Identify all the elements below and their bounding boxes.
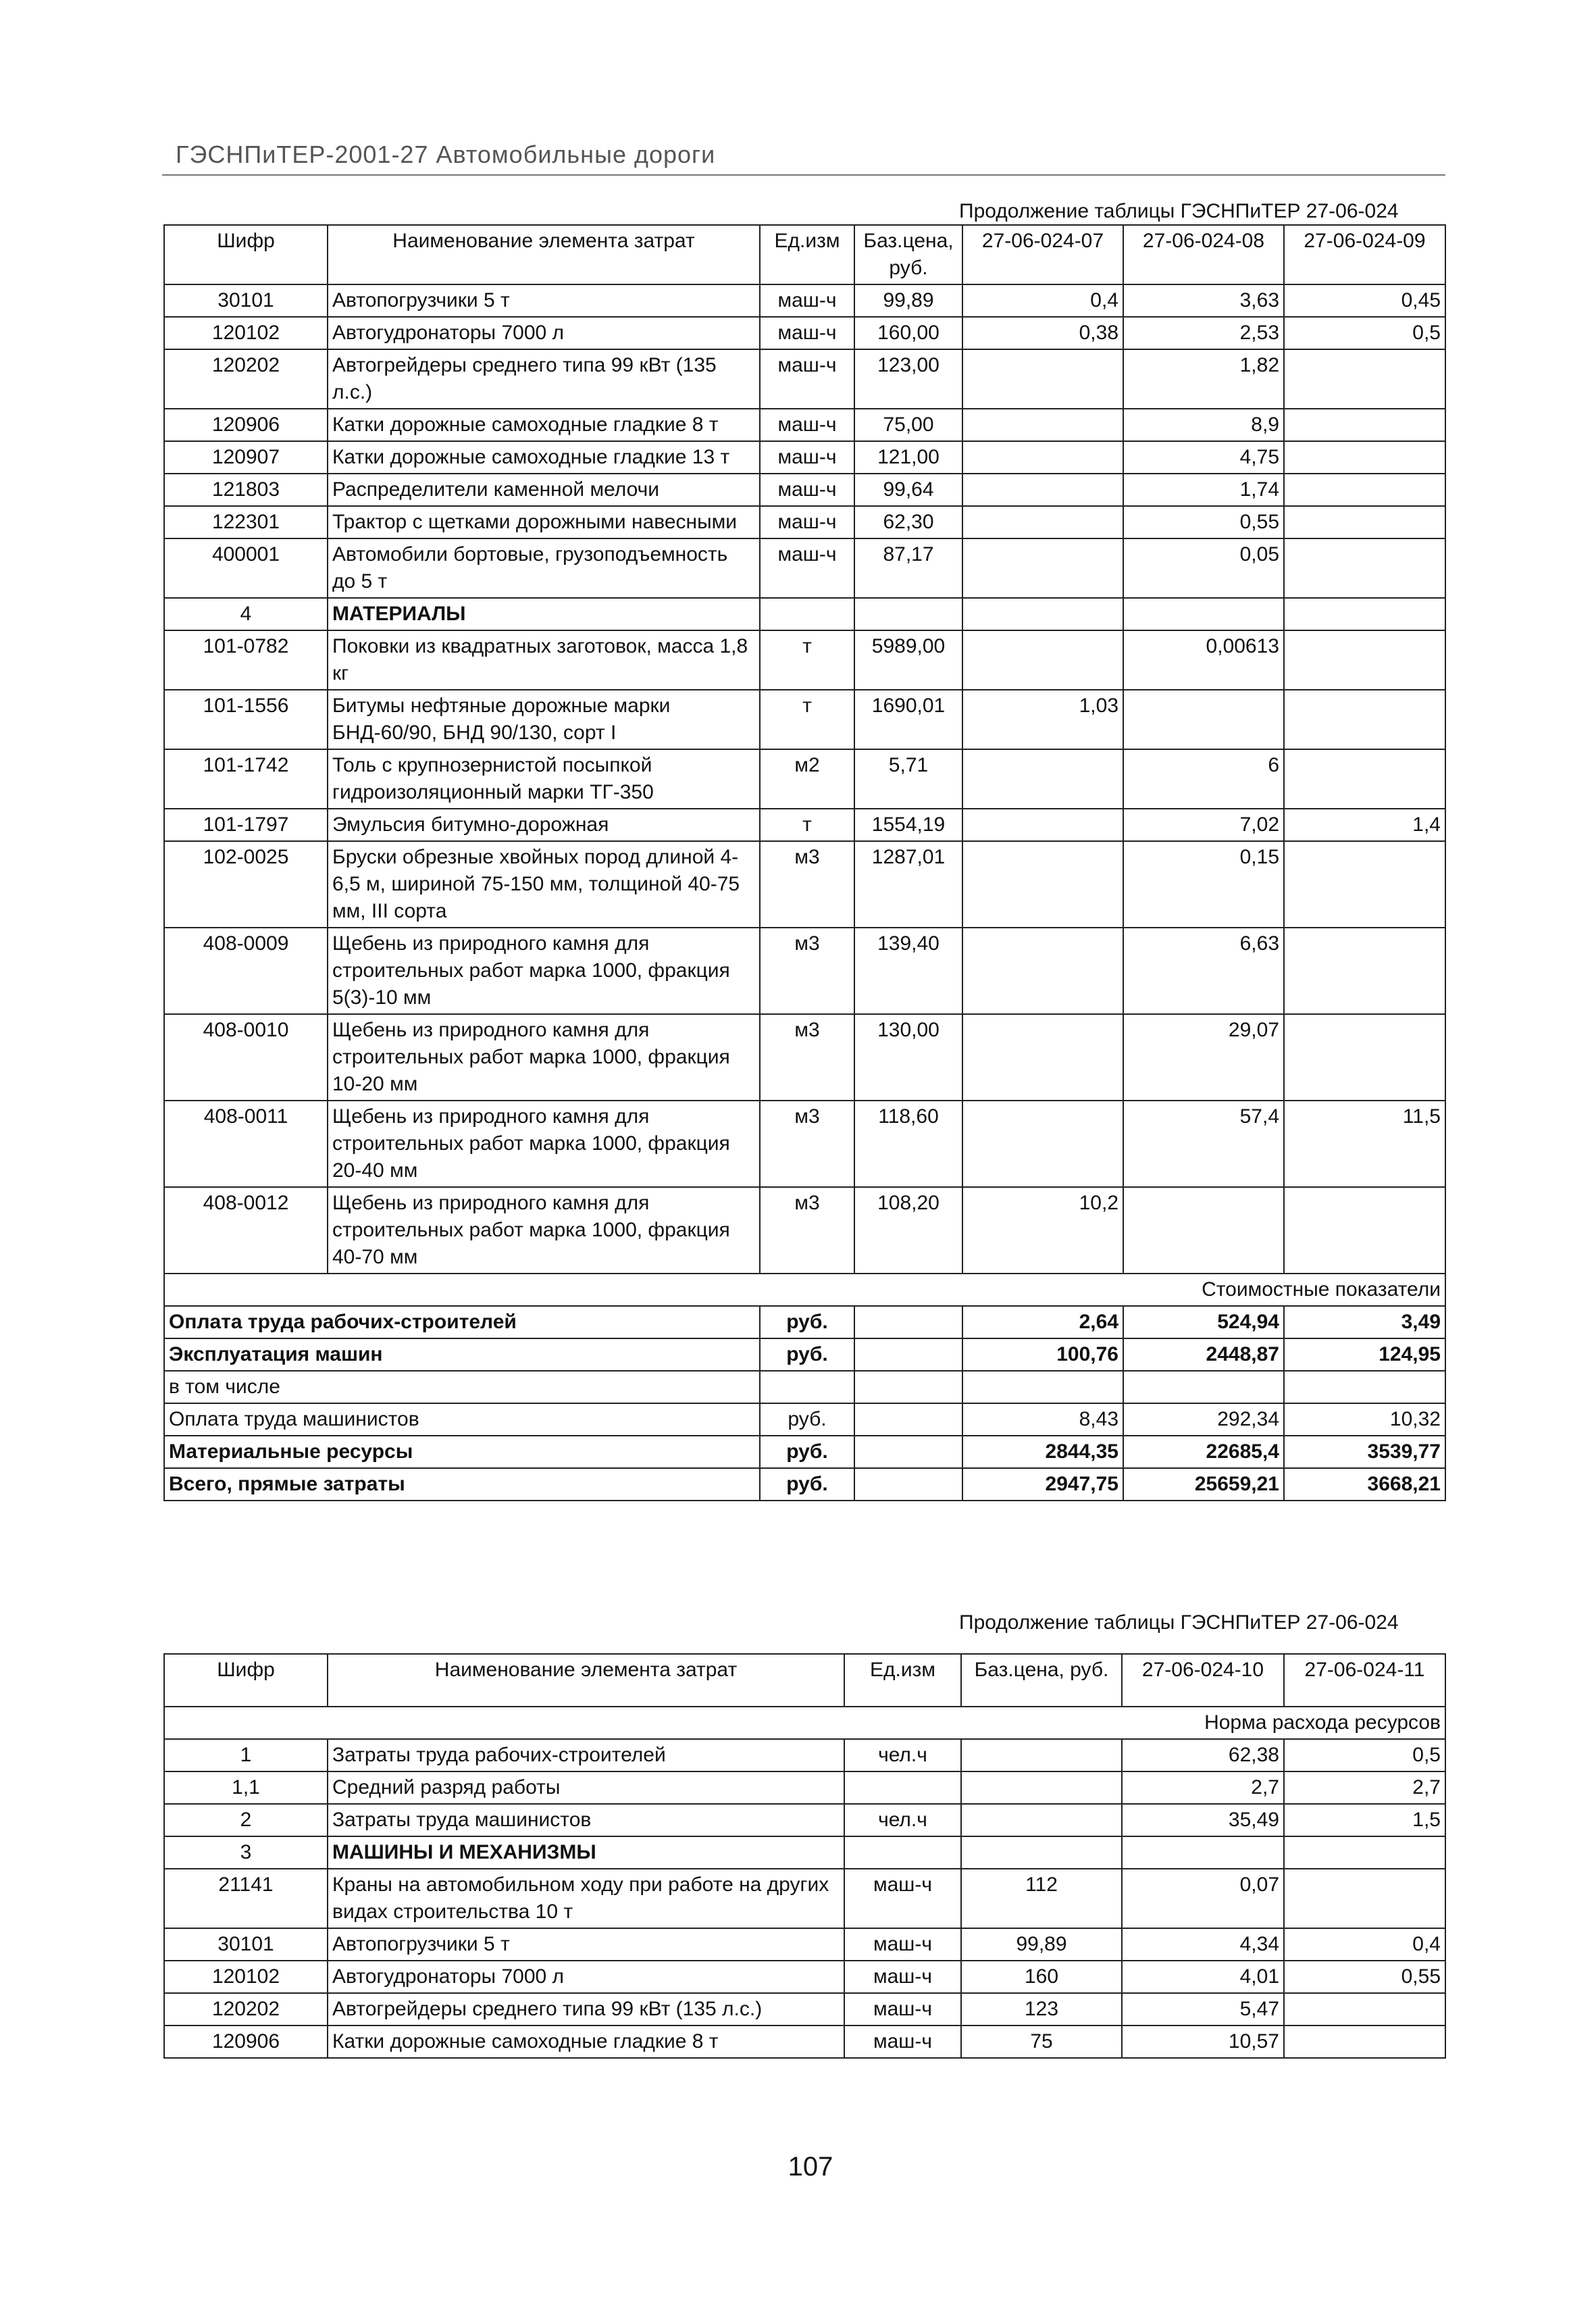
column-header: 27-06-024-11 — [1284, 1654, 1445, 1707]
unit-cell: маш-ч — [760, 474, 854, 506]
table-row — [164, 1187, 1445, 1274]
value-cell: 10,57 — [1122, 2026, 1284, 2058]
column-header: Баз.цена, руб. — [854, 225, 962, 284]
summary-label: Эксплуатация машин — [164, 1338, 760, 1371]
value-cell: 0,07 — [1122, 1869, 1284, 1928]
unit-cell: м3 — [760, 1187, 854, 1274]
running-header: ГЭСНПиТЕР-2001-27 Автомобильные дороги — [176, 141, 716, 168]
summary-label: Материальные ресурсы — [164, 1436, 760, 1468]
name-cell: Автопогрузчики 5 т — [328, 1928, 844, 1961]
value-cell: 3668,21 — [1284, 1468, 1445, 1501]
value-cell: 2448,87 — [1123, 1338, 1284, 1371]
name-cell: Автопогрузчики 5 т — [328, 284, 760, 317]
name-cell: Средний разряд работы — [328, 1771, 844, 1804]
summary-label: Всего, прямые затраты — [164, 1468, 760, 1501]
summary-row — [164, 1436, 1445, 1468]
name-cell: Автогудронаторы 7000 л — [328, 1961, 844, 1993]
name-cell: Щебень из природного камня для строительных работ марка 1000, фракция 40-70 мм — [328, 1187, 760, 1274]
code-cell: 120202 — [164, 1993, 328, 2026]
value-cell — [1284, 1869, 1445, 1928]
unit-cell — [844, 1836, 961, 1869]
code-cell: 120202 — [164, 349, 328, 409]
code-cell: 1,1 — [164, 1771, 328, 1804]
code-cell: 21141 — [164, 1869, 328, 1928]
summary-row — [164, 1468, 1445, 1501]
unit-cell: м3 — [760, 1101, 854, 1187]
price-cell: 121,00 — [854, 441, 962, 474]
name-cell: Автогрейдеры среднего типа 99 кВт (135 л.с.) — [328, 1993, 844, 2026]
code-cell: 101-1556 — [164, 690, 328, 749]
name-cell: Катки дорожные самоходные гладкие 8 т — [328, 2026, 844, 2058]
name-cell: Автомобили бортовые, грузоподъемность до 5 т — [328, 538, 760, 598]
unit-cell: т — [760, 809, 854, 841]
value-cell — [962, 630, 1123, 690]
unit-cell — [760, 1371, 854, 1403]
table-row — [164, 630, 1445, 690]
value-cell — [1284, 841, 1445, 928]
value-cell: 0,4 — [1284, 1928, 1445, 1961]
value-cell: 2844,35 — [962, 1436, 1123, 1468]
header-row — [164, 225, 1445, 284]
value-cell — [1284, 1371, 1445, 1403]
value-cell — [962, 1014, 1123, 1101]
value-cell — [1284, 1014, 1445, 1101]
resource-table-1 — [163, 224, 1446, 1501]
summary-label: Оплата труда машинистов — [164, 1403, 760, 1436]
subheader-row — [164, 1707, 1445, 1739]
value-cell: 2,53 — [1123, 317, 1284, 349]
value-cell: 29,07 — [1123, 1014, 1284, 1101]
name-cell: Катки дорожные самоходные гладкие 13 т — [328, 441, 760, 474]
value-cell: 7,02 — [1123, 809, 1284, 841]
value-cell — [962, 506, 1123, 538]
table-row — [164, 1739, 1445, 1771]
value-cell: 1,5 — [1284, 1804, 1445, 1836]
value-cell — [1284, 749, 1445, 809]
price-cell: 112 — [961, 1869, 1122, 1928]
name-cell: Распределители каменной мелочи — [328, 474, 760, 506]
code-cell: 121803 — [164, 474, 328, 506]
code-cell: 120906 — [164, 409, 328, 441]
code-cell: 30101 — [164, 284, 328, 317]
value-cell: 3,49 — [1284, 1306, 1445, 1338]
value-cell: 0,00613 — [1123, 630, 1284, 690]
name-cell: Краны на автомобильном ходу при работе на других видах строительства 10 т — [328, 1869, 844, 1928]
name-cell: Щебень из природного камня для строительных работ марка 1000, фракция 10-20 мм — [328, 1014, 760, 1101]
price-cell: 99,89 — [854, 284, 962, 317]
table-row — [164, 538, 1445, 598]
name-cell: Поковки из квадратных заготовок, масса 1,8 кг — [328, 630, 760, 690]
table-row — [164, 690, 1445, 749]
value-cell: 10,2 — [962, 1187, 1123, 1274]
value-cell: 3539,77 — [1284, 1436, 1445, 1468]
table-row — [164, 928, 1445, 1014]
table-row — [164, 317, 1445, 349]
code-cell: 400001 — [164, 538, 328, 598]
value-cell — [962, 349, 1123, 409]
column-header: Шифр — [164, 1654, 328, 1707]
value-cell: 8,43 — [962, 1403, 1123, 1436]
column-header: 27-06-024-09 — [1284, 225, 1445, 284]
value-cell: 1,82 — [1123, 349, 1284, 409]
value-cell — [1284, 1836, 1445, 1869]
name-cell: Эмульсия битумно-дорожная — [328, 809, 760, 841]
value-cell — [962, 474, 1123, 506]
table-row — [164, 841, 1445, 928]
price-cell: 130,00 — [854, 1014, 962, 1101]
value-cell: 2,64 — [962, 1306, 1123, 1338]
price-cell — [961, 1804, 1122, 1836]
unit-cell — [844, 1771, 961, 1804]
unit-cell: маш-ч — [760, 538, 854, 598]
price-cell: 160,00 — [854, 317, 962, 349]
value-cell — [1284, 630, 1445, 690]
unit-cell: чел.ч — [844, 1804, 961, 1836]
price-cell: 75 — [961, 2026, 1122, 2058]
cost-indicators-label: Стоимостные показатели — [164, 1274, 1445, 1306]
name-cell: Затраты труда рабочих-строителей — [328, 1739, 844, 1771]
unit-cell: м3 — [760, 928, 854, 1014]
value-cell: 2,7 — [1284, 1771, 1445, 1804]
unit-cell: м3 — [760, 1014, 854, 1101]
code-cell: 102-0025 — [164, 841, 328, 928]
column-header: Наименование элемента затрат — [328, 225, 760, 284]
value-cell — [962, 1371, 1123, 1403]
value-cell — [962, 809, 1123, 841]
value-cell: 1,03 — [962, 690, 1123, 749]
column-header: 27-06-024-08 — [1123, 225, 1284, 284]
code-cell: 3 — [164, 1836, 328, 1869]
empty-cell — [854, 1468, 962, 1501]
resource-table-2 — [163, 1653, 1446, 2059]
unit-cell: маш-ч — [760, 409, 854, 441]
price-cell: 123,00 — [854, 349, 962, 409]
unit-cell: маш-ч — [844, 1928, 961, 1961]
code-cell: 408-0011 — [164, 1101, 328, 1187]
value-cell — [962, 538, 1123, 598]
value-cell — [1284, 1187, 1445, 1274]
column-header: 27-06-024-10 — [1122, 1654, 1284, 1707]
name-cell: МАТЕРИАЛЫ — [328, 598, 760, 630]
table-row — [164, 506, 1445, 538]
value-cell: 124,95 — [1284, 1338, 1445, 1371]
price-cell: 5989,00 — [854, 630, 962, 690]
price-cell — [961, 1739, 1122, 1771]
name-cell: Затраты труда машинистов — [328, 1804, 844, 1836]
price-cell: 118,60 — [854, 1101, 962, 1187]
value-cell: 0,4 — [962, 284, 1123, 317]
column-header: 27-06-024-07 — [962, 225, 1123, 284]
price-cell: 99,64 — [854, 474, 962, 506]
value-cell: 4,34 — [1122, 1928, 1284, 1961]
section-row — [164, 1836, 1445, 1869]
unit-cell: маш-ч — [844, 1869, 961, 1928]
table-row — [164, 1869, 1445, 1928]
value-cell: 0,55 — [1284, 1961, 1445, 1993]
code-cell: 120907 — [164, 441, 328, 474]
name-cell: Щебень из природного камня для строительных работ марка 1000, фракция 5(3)-10 мм — [328, 928, 760, 1014]
price-cell — [961, 1836, 1122, 1869]
value-cell: 4,75 — [1123, 441, 1284, 474]
value-cell — [962, 749, 1123, 809]
subheader-row — [164, 1274, 1445, 1306]
summary-row — [164, 1403, 1445, 1436]
table-row — [164, 1771, 1445, 1804]
header-rule — [162, 174, 1445, 176]
value-cell: 1,4 — [1284, 809, 1445, 841]
value-cell: 6 — [1123, 749, 1284, 809]
value-cell — [1123, 598, 1284, 630]
table-row — [164, 441, 1445, 474]
table-row — [164, 284, 1445, 317]
value-cell: 0,5 — [1284, 1739, 1445, 1771]
table-row — [164, 2026, 1445, 2058]
value-cell: 3,63 — [1123, 284, 1284, 317]
summary-label: Оплата труда рабочих-строителей — [164, 1306, 760, 1338]
table-row — [164, 1804, 1445, 1836]
empty-cell — [854, 1371, 962, 1403]
code-cell: 2 — [164, 1804, 328, 1836]
empty-cell — [854, 1306, 962, 1338]
unit-cell: чел.ч — [844, 1739, 961, 1771]
value-cell: 0,55 — [1123, 506, 1284, 538]
page-number: 107 — [788, 2152, 833, 2182]
price-cell: 62,30 — [854, 506, 962, 538]
code-cell: 120102 — [164, 317, 328, 349]
table-row — [164, 1993, 1445, 2026]
table-row — [164, 1101, 1445, 1187]
name-cell: Катки дорожные самоходные гладкие 8 т — [328, 409, 760, 441]
unit-cell: маш-ч — [844, 2026, 961, 2058]
unit-cell — [760, 598, 854, 630]
unit-cell: руб. — [760, 1468, 854, 1501]
value-cell: 25659,21 — [1123, 1468, 1284, 1501]
value-cell — [962, 1101, 1123, 1187]
value-cell — [1284, 441, 1445, 474]
section-row — [164, 598, 1445, 630]
value-cell — [962, 841, 1123, 928]
price-cell: 75,00 — [854, 409, 962, 441]
code-cell: 408-0010 — [164, 1014, 328, 1101]
code-cell: 120102 — [164, 1961, 328, 1993]
code-cell: 101-0782 — [164, 630, 328, 690]
column-header: Баз.цена, руб. — [961, 1654, 1122, 1707]
unit-cell: маш-ч — [844, 1961, 961, 1993]
empty-cell — [854, 1338, 962, 1371]
value-cell — [1122, 1836, 1284, 1869]
value-cell: 6,63 — [1123, 928, 1284, 1014]
table1-caption: Продолжение таблицы ГЭСНПиТЕР 27-06-024 — [959, 200, 1399, 222]
value-cell: 524,94 — [1123, 1306, 1284, 1338]
unit-cell: маш-ч — [844, 1993, 961, 2026]
value-cell: 2,7 — [1122, 1771, 1284, 1804]
value-cell: 0,05 — [1123, 538, 1284, 598]
unit-cell: маш-ч — [760, 317, 854, 349]
price-cell: 160 — [961, 1961, 1122, 1993]
value-cell — [962, 928, 1123, 1014]
code-cell: 408-0009 — [164, 928, 328, 1014]
value-cell: 4,01 — [1122, 1961, 1284, 1993]
value-cell — [1123, 690, 1284, 749]
code-cell: 1 — [164, 1739, 328, 1771]
name-cell: Битумы нефтяные дорожные марки БНД-60/90, БНД 90/130, сорт I — [328, 690, 760, 749]
empty-cell — [854, 1436, 962, 1468]
name-cell: Бруски обрезные хвойных пород длиной 4-6,5 м, шириной 75-150 мм, толщиной 40-75 мм, III сорта — [328, 841, 760, 928]
value-cell: 8,9 — [1123, 409, 1284, 441]
unit-cell: м2 — [760, 749, 854, 809]
unit-cell: руб. — [760, 1306, 854, 1338]
value-cell: 22685,4 — [1123, 1436, 1284, 1468]
value-cell — [1284, 538, 1445, 598]
unit-cell: маш-ч — [760, 349, 854, 409]
price-cell: 87,17 — [854, 538, 962, 598]
price-cell — [961, 1771, 1122, 1804]
table-row — [164, 809, 1445, 841]
resource-norm-label: Норма расхода ресурсов — [164, 1707, 1445, 1739]
code-cell: 4 — [164, 598, 328, 630]
value-cell: 0,45 — [1284, 284, 1445, 317]
unit-cell: т — [760, 630, 854, 690]
table-row — [164, 409, 1445, 441]
value-cell: 0,15 — [1123, 841, 1284, 928]
summary-row — [164, 1306, 1445, 1338]
value-cell — [1284, 690, 1445, 749]
unit-cell: руб. — [760, 1403, 854, 1436]
value-cell — [1123, 1371, 1284, 1403]
unit-cell: маш-ч — [760, 284, 854, 317]
code-cell: 122301 — [164, 506, 328, 538]
price-cell — [854, 598, 962, 630]
value-cell: 35,49 — [1122, 1804, 1284, 1836]
table-row — [164, 749, 1445, 809]
value-cell — [1284, 2026, 1445, 2058]
value-cell — [1284, 474, 1445, 506]
value-cell — [1123, 1187, 1284, 1274]
table-row — [164, 1014, 1445, 1101]
name-cell: Толь с крупнозернистой посыпкой гидроизоляционный марки ТГ-350 — [328, 749, 760, 809]
value-cell: 2947,75 — [962, 1468, 1123, 1501]
price-cell: 1287,01 — [854, 841, 962, 928]
column-header: Наименование элемента затрат — [328, 1654, 844, 1707]
value-cell: 0,38 — [962, 317, 1123, 349]
code-cell: 408-0012 — [164, 1187, 328, 1274]
name-cell: Автогрейдеры среднего типа 99 кВт (135 л.с.) — [328, 349, 760, 409]
price-cell: 123 — [961, 1993, 1122, 2026]
unit-cell: т — [760, 690, 854, 749]
unit-cell: м3 — [760, 841, 854, 928]
unit-cell: руб. — [760, 1338, 854, 1371]
price-cell: 99,89 — [961, 1928, 1122, 1961]
column-header: Ед.изм — [844, 1654, 961, 1707]
header-row — [164, 1654, 1445, 1707]
summary-row — [164, 1338, 1445, 1371]
value-cell: 292,34 — [1123, 1403, 1284, 1436]
unit-cell: маш-ч — [760, 506, 854, 538]
table-row — [164, 1928, 1445, 1961]
value-cell: 10,32 — [1284, 1403, 1445, 1436]
value-cell — [1284, 506, 1445, 538]
value-cell: 62,38 — [1122, 1739, 1284, 1771]
column-header: Ед.изм — [760, 225, 854, 284]
name-cell: МАШИНЫ И МЕХАНИЗМЫ — [328, 1836, 844, 1869]
table2-caption: Продолжение таблицы ГЭСНПиТЕР 27-06-024 — [959, 1611, 1399, 1634]
price-cell: 5,71 — [854, 749, 962, 809]
value-cell: 57,4 — [1123, 1101, 1284, 1187]
value-cell: 1,74 — [1123, 474, 1284, 506]
name-cell: Автогудронаторы 7000 л — [328, 317, 760, 349]
summary-row — [164, 1371, 1445, 1403]
summary-label: в том числе — [164, 1371, 760, 1403]
value-cell — [962, 441, 1123, 474]
value-cell — [1284, 349, 1445, 409]
code-cell: 120906 — [164, 2026, 328, 2058]
price-cell: 1690,01 — [854, 690, 962, 749]
code-cell: 101-1797 — [164, 809, 328, 841]
value-cell — [1284, 598, 1445, 630]
value-cell — [962, 409, 1123, 441]
unit-cell: маш-ч — [760, 441, 854, 474]
code-cell: 101-1742 — [164, 749, 328, 809]
table-row — [164, 349, 1445, 409]
code-cell: 30101 — [164, 1928, 328, 1961]
value-cell — [962, 598, 1123, 630]
value-cell — [1284, 409, 1445, 441]
price-cell: 139,40 — [854, 928, 962, 1014]
price-cell: 1554,19 — [854, 809, 962, 841]
value-cell: 0,5 — [1284, 317, 1445, 349]
value-cell — [1284, 928, 1445, 1014]
value-cell — [1284, 1993, 1445, 2026]
name-cell: Трактор с щетками дорожными навесными — [328, 506, 760, 538]
value-cell: 11,5 — [1284, 1101, 1445, 1187]
column-header: Шифр — [164, 225, 328, 284]
table-row — [164, 1961, 1445, 1993]
value-cell: 5,47 — [1122, 1993, 1284, 2026]
table-row — [164, 474, 1445, 506]
empty-cell — [854, 1403, 962, 1436]
name-cell: Щебень из природного камня для строительных работ марка 1000, фракция 20-40 мм — [328, 1101, 760, 1187]
unit-cell: руб. — [760, 1436, 854, 1468]
value-cell: 100,76 — [962, 1338, 1123, 1371]
price-cell: 108,20 — [854, 1187, 962, 1274]
